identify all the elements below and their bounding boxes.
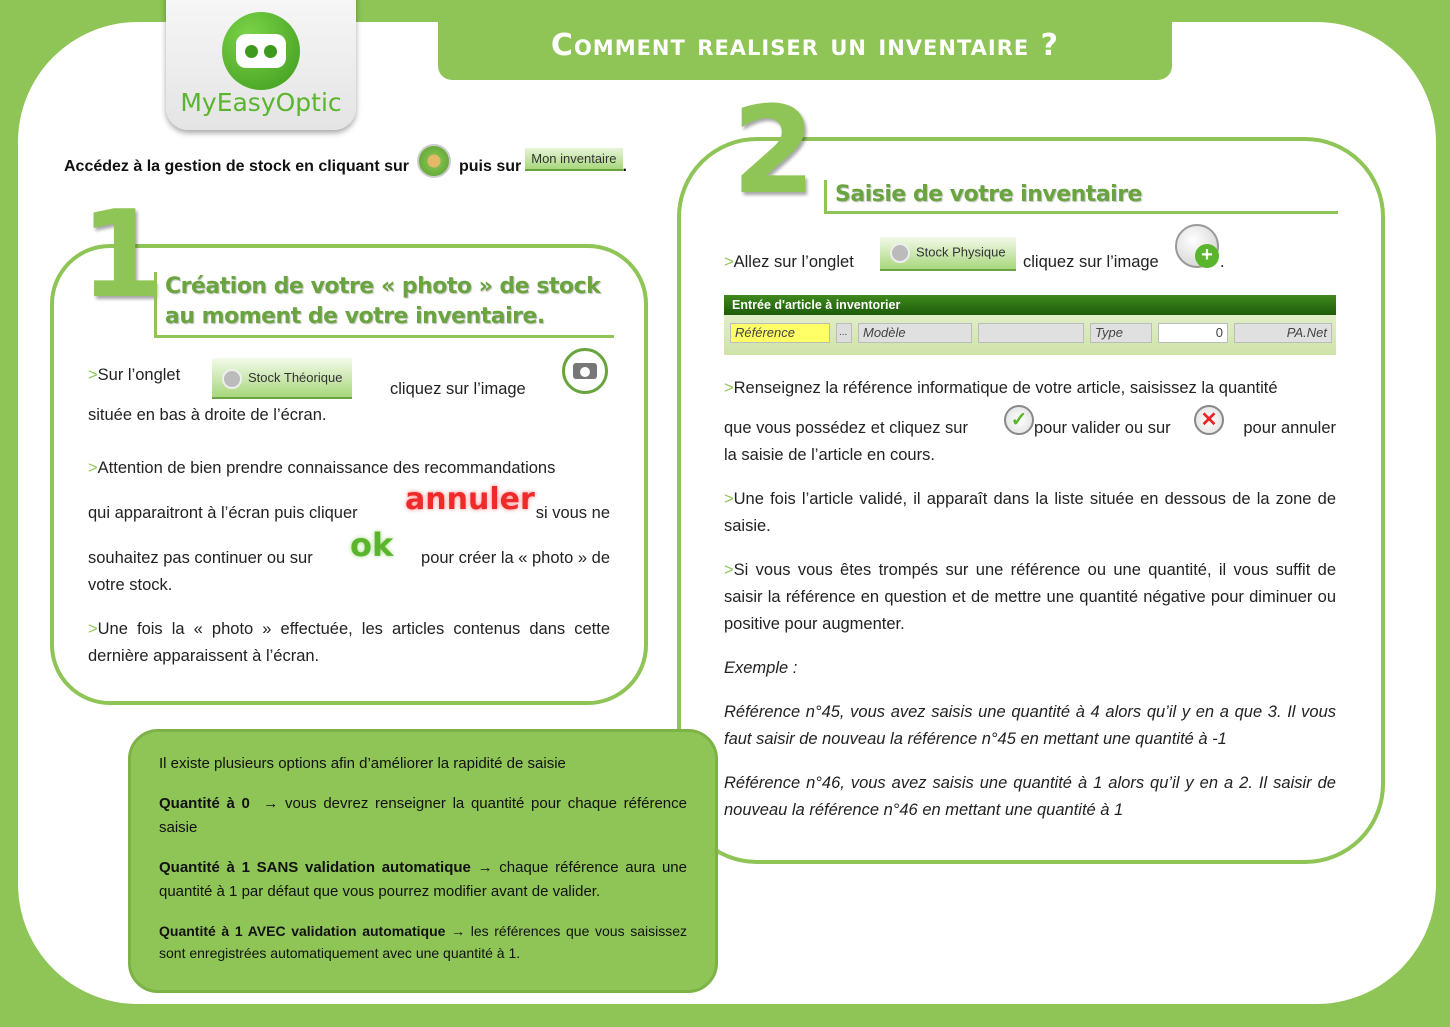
intro-line <box>64 150 627 184</box>
p1-text-a: Allez sur l’onglet <box>733 253 854 271</box>
p3-text: Une fois la « photo » effectuée, les articles contenus dans cette dernière apparaissent à l’écran. <box>88 620 610 665</box>
bullet-marker: > <box>724 561 734 579</box>
intro-text-end: . <box>622 158 627 175</box>
tab-stock-theorique[interactable] <box>212 358 352 399</box>
p2-text-b: qui apparaitront à l’écran puis cliquer <box>88 504 358 522</box>
binoculars-add-icon[interactable]: + <box>1175 224 1219 268</box>
tab-label: Stock Physique <box>916 244 1006 260</box>
section-2-paragraph-3 <box>724 486 1336 540</box>
example-label-text: Exemple : <box>724 659 798 677</box>
intro-text-middle: puis sur <box>459 158 522 175</box>
bullet-marker: > <box>88 620 98 638</box>
camera-icon[interactable] <box>562 348 608 394</box>
option-quantity-0 <box>159 792 687 840</box>
tab-stock-physique[interactable] <box>880 237 1016 271</box>
p2-text-d: pour annuler <box>1243 419 1336 437</box>
option-title: Quantité à 0 <box>159 795 250 812</box>
section-2-number: 2 <box>732 82 816 221</box>
annuler-button-image[interactable]: annuler <box>405 482 535 517</box>
bullet-marker: > <box>88 366 98 384</box>
tab-icon <box>222 369 242 389</box>
form-header: Entrée d'article à inventorier <box>724 295 1336 315</box>
validate-check-icon[interactable]: ✓ <box>1004 405 1034 435</box>
bullet-marker: > <box>88 459 98 477</box>
options-intro: Il existe plusieurs options afin d’améliorer la rapidité de saisie <box>159 755 566 772</box>
tab-label: Stock Théorique <box>248 370 343 385</box>
glasses-icon <box>222 12 300 90</box>
p2-text-a: Renseignez la référence informatique de votre article, saisissez la quantité <box>733 379 1278 397</box>
example-1-text: Référence n°45, vous avez saisis une quantité à 4 alors qu’il y en a que 3. Il vous faut saisir de nouveau la référence n°45 en mettant une quantité à -1 <box>724 703 1336 748</box>
mon-inventaire-button[interactable]: Mon inventaire <box>525 148 622 171</box>
section-1-paragraph-3 <box>88 616 610 670</box>
quantity-field[interactable]: 0 <box>1158 323 1228 343</box>
option-text: → vous devrez renseigner la quantité pour chaque référence saisie <box>159 795 687 836</box>
title-banner <box>438 20 1172 80</box>
example-2-text: Référence n°46, vous avez saisis une quantité à 1 alors qu’il y en a 2. Il saisir de nouveau la référence n°46 en mettant une quantité à 1 <box>724 774 1336 819</box>
intro-text: Accédez à la gestion de stock en cliquant sur <box>64 158 409 175</box>
blank-field[interactable] <box>978 323 1084 343</box>
p2-text-a: Attention de bien prendre connaissance des recommandations <box>97 459 556 477</box>
logo <box>166 0 356 130</box>
type-field[interactable]: Type <box>1090 323 1152 343</box>
example-label <box>724 655 1336 682</box>
tab-icon <box>890 243 910 263</box>
section-2-paragraph-4 <box>724 557 1336 638</box>
article-entry-form <box>724 295 1336 355</box>
p3-text: Une fois l’article validé, il apparaît dans la liste située en dessous de la zone de saisie. <box>724 490 1336 535</box>
cancel-cross-icon[interactable]: ✕ <box>1194 405 1224 435</box>
section-1-number: 1 <box>80 186 164 325</box>
page-title: Comment realiser un inventaire ? <box>550 28 1060 63</box>
stock-management-icon[interactable] <box>417 144 451 178</box>
bullet-marker: > <box>724 253 734 271</box>
logo-text: MyEasyOptic <box>180 88 342 117</box>
section-1-paragraph-2 <box>88 455 610 599</box>
bullet-marker: > <box>724 490 734 508</box>
p1-text: Sur l’onglet <box>97 366 181 384</box>
p2-text-c: pour valider ou sur <box>1034 419 1171 437</box>
p4-text: Si vous vous êtes trompés sur une référence ou une quantité, il vous suffit de saisir la référence en question et de mettre une quantité négative pour diminuer ou positive pour augmenter. <box>724 561 1336 633</box>
option-title: Quantité à 1 AVEC validation automatique <box>159 923 446 939</box>
p2-text-b: que vous possédez et cliquez sur <box>724 419 968 437</box>
p2-text-e: pour créer la « photo » de <box>421 549 610 567</box>
option-text: → chaque référence aura une quantité à 1 par défaut que vous pourrez modifier avant de valider. <box>159 859 687 900</box>
ok-button-image[interactable]: ok <box>350 526 394 564</box>
p2-text-e: la saisie de l’article en cours. <box>724 446 935 464</box>
example-2 <box>724 770 1336 824</box>
options-box <box>128 729 718 993</box>
option-quantity-1-auto <box>159 920 687 964</box>
section-1-heading: Création de votre « photo » de stock au moment de votre inventaire. <box>154 272 614 338</box>
reference-field[interactable]: Référence <box>730 323 830 343</box>
bullet-marker: > <box>724 379 734 397</box>
p1-text-b: cliquez sur l’image <box>1023 253 1159 271</box>
modele-field[interactable]: Modèle <box>858 323 972 343</box>
browse-button[interactable]: ... <box>836 323 852 343</box>
option-title: Quantité à 1 SANS validation automatique <box>159 859 471 876</box>
option-quantity-1-manual <box>159 856 687 904</box>
p1-text-b: cliquez sur l’image <box>390 380 526 398</box>
p2-text-f: votre stock. <box>88 576 173 594</box>
p1-text-c: . <box>1220 253 1225 271</box>
p2-text-d: souhaitez pas continuer ou sur <box>88 549 313 567</box>
section-2-heading: Saisie de votre inventaire <box>824 180 1338 214</box>
section-1-paragraph-1 <box>88 362 610 429</box>
pa-net-field[interactable]: PA.Net <box>1234 323 1332 343</box>
option-text: → les références que vous saisissez sont enregistrées automatiquement avec une quantité à 1. <box>159 923 688 961</box>
example-1 <box>724 699 1336 753</box>
p2-text-c: si vous ne <box>535 504 610 522</box>
p1-text-c: située en bas à droite de l’écran. <box>88 406 327 424</box>
